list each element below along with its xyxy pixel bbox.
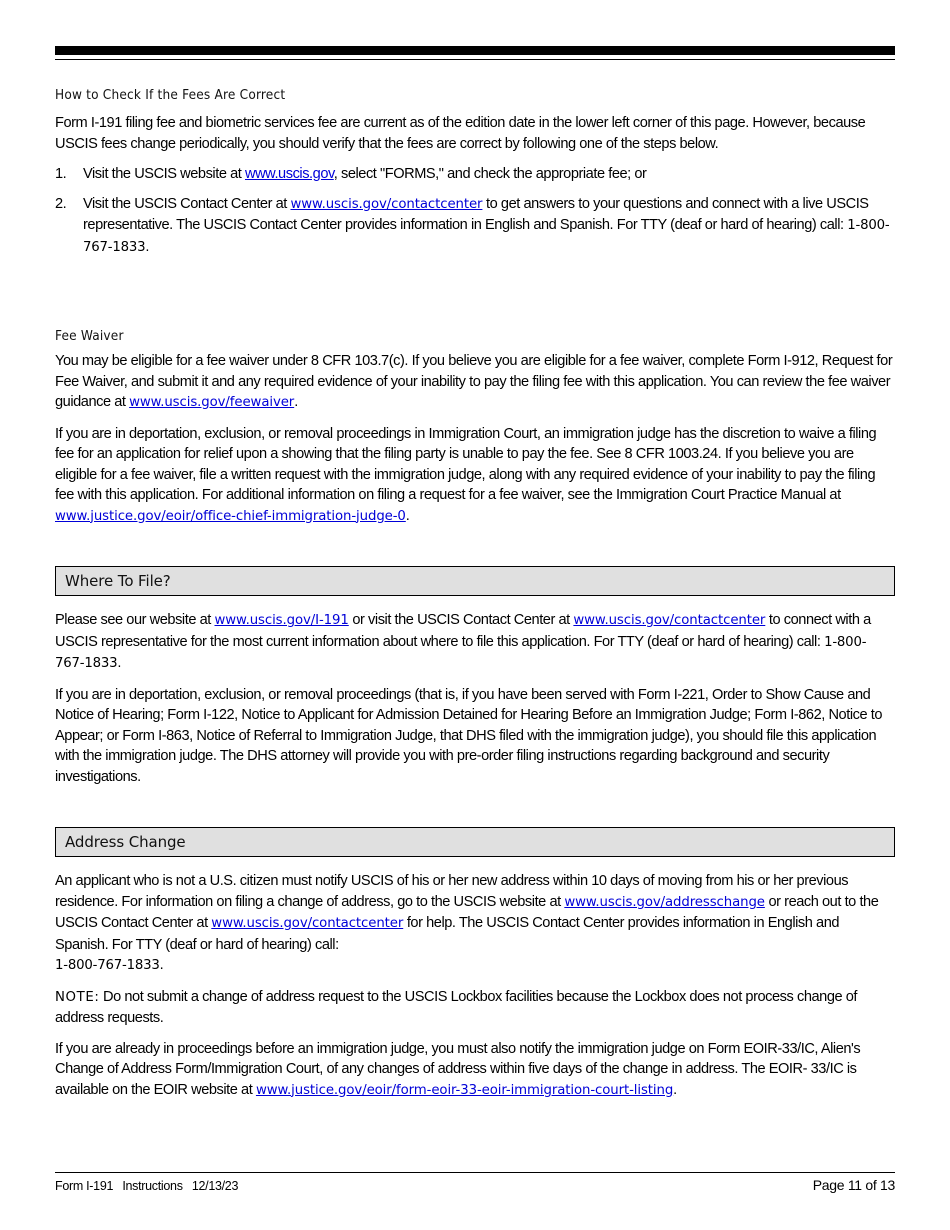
eoir-form-link[interactable]: www.justice.gov/eoir/form-eoir-33-eoir-immigration-court-listing xyxy=(255,1082,674,1098)
list-item: 2. Visit the USCIS Contact Center at www.uscis.gov/contactcenter to get answers to your questions and connect with a live USCIS representative. The USCIS Contact Center provides information in English and Spanish. For TTY (deaf or hard of hearing) call: 1-800-767-1833. xyxy=(55,195,890,255)
document-content xyxy=(55,86,895,1111)
uscis-website-link[interactable]: www.uscis.gov xyxy=(244,166,334,182)
address-change-paragraph: An applicant who is not a U.S. citizen must notify USCIS of his or her new address within 10 days of moving from his or her previous residence. For information on filing a change of address, go to the USCIS website at www.uscis.gov/addresschange or reach out to the USCIS Contact Center at www.uscis.gov/contactcenter for help. The USCIS Contact Center provides information in English and Spanish. For TTY (deaf or hard of hearing) call: 1-800-767-1833. xyxy=(55,873,879,973)
footer-form-number: Form I-191 xyxy=(55,1179,114,1193)
document-page xyxy=(55,0,895,1230)
tty-phone-number: 1-800-767-1833 xyxy=(55,958,160,973)
check-fees-steps xyxy=(55,164,895,258)
i191-page-link[interactable]: www.uscis.gov/I-191 xyxy=(214,613,349,628)
where-to-file-paragraph: Please see our website at www.uscis.gov/I-191 or visit the USCIS Contact Center at www.uscis.gov/contactcenter to connect with a USCIS representative for the most current information about where to file this application. For TTY (deaf or hard of hearing) call: 1-800-767-1833. xyxy=(55,612,871,671)
check-fees-heading: How to Check If the Fees Are Correct xyxy=(55,87,286,103)
tty-phone-number: 1-800-767-1833 xyxy=(55,634,867,671)
footer-page-number: Page 11 of 13 xyxy=(812,1177,895,1193)
note-label: NOTE: xyxy=(55,989,100,1005)
check-fees-paragraph: Form I-191 filing fee and biometric services fee are current as of the edition date in the lower left corner of this page. However, because USCIS fees change periodically, you should verify that the fees are correct by following one of the steps below. xyxy=(55,115,866,152)
contact-center-link[interactable]: www.uscis.gov/contactcenter xyxy=(211,916,404,931)
footer-form-info xyxy=(55,1178,244,1194)
list-item: 1. Visit the USCIS website at www.uscis.gov, select "FORMS," and check the appropriate fee; or xyxy=(55,164,895,185)
header-thin-rule xyxy=(55,59,895,60)
address-change-note: NOTE: Do not submit a change of address request to the USCIS Lockbox facilities because the Lockbox does not process change of address requests. xyxy=(55,988,858,1026)
fee-waiver-link[interactable]: www.uscis.gov/feewaiver xyxy=(129,395,295,410)
where-to-file-proceedings-paragraph: If you are in deportation, exclusion, or removal proceedings (that is, if you have been served with Form I-221, Order to Show Cause and Notice of Hearing; Form I-122, Notice to Applicant for Admission Detained for Hearing Before an Immigration Judge; Form I-862, Notice to Appear; or Form I-863, Notice of Referral to Immigration Judge, that DHS filed with the immigration judge), you should file this application with the immigration judge. The DHS attorney will provide you with pre-order filing instructions regarding background and security investigations. xyxy=(55,686,883,785)
where-to-file-section-header: Where To File? xyxy=(55,566,895,596)
fee-waiver-heading: Fee Waiver xyxy=(55,328,124,344)
step-number: 1. xyxy=(55,166,67,182)
address-change-link[interactable]: www.uscis.gov/addresschange xyxy=(564,894,765,910)
address-change-court-paragraph: If you are already in proceedings before an immigration judge, you must also notify the immigration judge on Form EOIR-33/IC, Alien's Change of Address Form/Immigration Court, of any changes of address within five days of the change in address. The EOIR- 33/IC is available on the EOIR website at www.justice.gov/eoir/form-eoir-33-eoir-immigration-court-listing. xyxy=(55,1040,861,1098)
footer-rule xyxy=(55,1172,895,1173)
contact-center-link[interactable]: www.uscis.gov/contactcenter xyxy=(290,196,483,212)
step-number: 2. xyxy=(55,195,67,212)
practice-manual-link[interactable]: www.justice.gov/eoir/office-chief-immigration-judge-0 xyxy=(55,508,406,524)
fee-waiver-paragraph: You may be eligible for a fee waiver under 8 CFR 103.7(c). If you believe you are eligible for a fee waiver, complete Form I-912, Request for Fee Waiver, and submit it and any required evidence of your inability to pay the filing fee with this application. You can review the fee waiver guidance at www.uscis.gov/feewaiver. xyxy=(55,353,893,410)
contact-center-link[interactable]: www.uscis.gov/contactcenter xyxy=(573,613,766,628)
tty-phone-number: 1-800-767-1833 xyxy=(83,218,890,255)
address-change-section-header: Address Change xyxy=(55,827,895,857)
header-thick-rule xyxy=(55,46,895,55)
footer-edition-date: 12/13/23 xyxy=(191,1179,239,1193)
footer-document-type: Instructions xyxy=(122,1179,183,1193)
fee-waiver-court-paragraph: If you are in deportation, exclusion, or removal proceedings in Immigration Court, an immigration judge has the discretion to waive a filing fee for an application for relief upon a showing that the filing party is unable to pay the fee. See 8 CFR 1003.24. If you believe you are eligible for a fee waiver, file a written request with the immigration judge, along with any required evidence of your inability to pay the filing fee with this application. For additional information on filing a request for a fee waiver, see the Immigration Court Practice Manual at www.justice.gov/eoir/office-chief-immigration-judge-0. xyxy=(55,425,877,524)
